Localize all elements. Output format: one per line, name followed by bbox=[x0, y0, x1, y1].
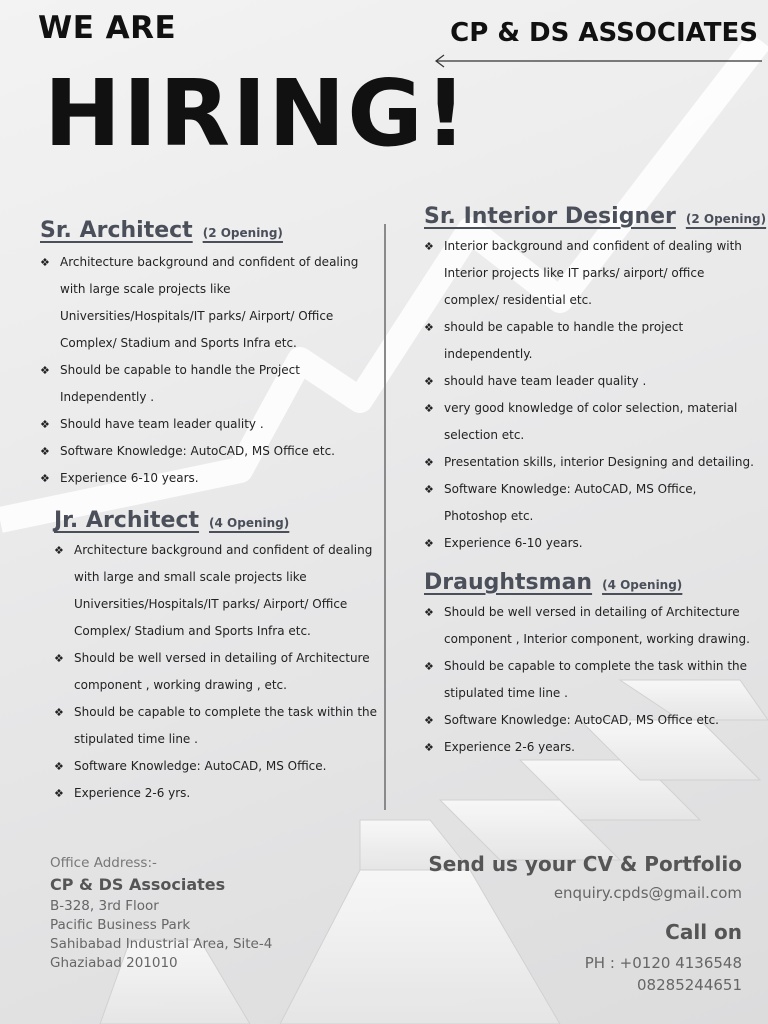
requirement-item bbox=[40, 411, 370, 438]
requirement-text: Architecture background and confident of dealing with large scale projects like Universities/Hospitals/IT parks/ Airport/ Office Complex/ Stadium and Sports Infra etc. bbox=[60, 255, 359, 350]
requirement-item bbox=[424, 395, 758, 449]
bullet-icon: ❖ bbox=[54, 544, 64, 557]
requirement-text: Should be capable to handle the Project Independently . bbox=[60, 363, 300, 404]
requirement-text: Software Knowledge: AutoCAD, MS Office, Photoshop etc. bbox=[444, 482, 697, 523]
bullet-icon: ❖ bbox=[54, 706, 64, 719]
requirement-text: Interior background and confident of dealing with Interior projects like IT parks/ airport/ office complex/ residential etc. bbox=[444, 239, 742, 307]
requirement-text: Software Knowledge: AutoCAD, MS Office etc. bbox=[60, 444, 335, 458]
section-sr-interior-designer bbox=[424, 204, 767, 557]
requirement-item bbox=[424, 314, 758, 368]
requirement-item bbox=[54, 537, 380, 645]
opening-count: (4 Opening) bbox=[602, 578, 683, 592]
requirement-item bbox=[40, 357, 370, 411]
company-name: CP & DS ASSOCIATES bbox=[450, 18, 758, 48]
bullet-icon: ❖ bbox=[424, 741, 434, 754]
requirement-item bbox=[40, 465, 370, 492]
office-company-name: CP & DS Associates bbox=[50, 875, 226, 894]
address-line: Ghaziabad 201010 bbox=[50, 955, 178, 971]
bullet-icon: ❖ bbox=[54, 787, 64, 800]
address-line: B-328, 3rd Floor bbox=[50, 898, 159, 914]
requirement-item bbox=[54, 645, 380, 699]
section-title: Sr. Interior Designer (2 Opening) bbox=[424, 204, 767, 229]
bullet-icon: ❖ bbox=[54, 652, 64, 665]
requirement-text: should have team leader quality . bbox=[444, 374, 647, 388]
requirement-text: very good knowledge of color selection, material selection etc. bbox=[444, 401, 738, 442]
requirement-text: Experience 2-6 yrs. bbox=[74, 786, 191, 800]
office-address bbox=[50, 854, 272, 973]
requirement-text: Should have team leader quality . bbox=[60, 417, 264, 431]
bullet-icon: ❖ bbox=[40, 364, 50, 377]
contact-block bbox=[428, 852, 742, 996]
requirement-text: Architecture background and confident of dealing with large and small scale projects like Universities/Hospitals/IT parks/ Airport/ Office Complex/ Stadium and Sports Infra etc. bbox=[74, 543, 373, 638]
requirement-text: Should be well versed in detailing of Architecture component , Interior component, working drawing. bbox=[444, 605, 750, 646]
bullet-icon: ❖ bbox=[424, 321, 434, 334]
call-on-heading: Call on bbox=[665, 920, 742, 944]
requirement-item bbox=[424, 449, 758, 476]
requirement-item bbox=[54, 699, 380, 753]
opening-count: (2 Opening) bbox=[685, 212, 767, 226]
bullet-icon: ❖ bbox=[424, 402, 434, 415]
bullet-icon: ❖ bbox=[424, 240, 434, 253]
bullet-icon: ❖ bbox=[424, 456, 434, 469]
requirement-item bbox=[40, 438, 370, 465]
requirement-text: Software Knowledge: AutoCAD, MS Office etc. bbox=[444, 713, 719, 727]
bullet-icon: ❖ bbox=[40, 418, 50, 431]
requirement-text: Should be capable to complete the task within the stipulated time line . bbox=[74, 705, 378, 746]
section-draughtsman bbox=[424, 570, 758, 761]
requirement-text: Presentation skills, interior Designing and detailing. bbox=[444, 455, 754, 469]
requirement-text: Experience 2-6 years. bbox=[444, 740, 575, 754]
bullet-icon: ❖ bbox=[424, 375, 434, 388]
requirement-item bbox=[54, 780, 380, 807]
bullet-icon: ❖ bbox=[424, 537, 434, 550]
bullet-icon: ❖ bbox=[40, 445, 50, 458]
bullet-icon: ❖ bbox=[424, 483, 434, 496]
requirement-item bbox=[424, 734, 758, 761]
bullet-icon: ❖ bbox=[424, 606, 434, 619]
requirement-item bbox=[424, 233, 758, 314]
requirement-item bbox=[424, 707, 758, 734]
section-title: Draughtsman (4 Opening) bbox=[424, 570, 683, 595]
section-jr-architect bbox=[54, 508, 380, 807]
arrow-left-icon bbox=[432, 54, 762, 68]
bullet-icon: ❖ bbox=[40, 256, 50, 269]
hiring-heading: HIRING! bbox=[44, 60, 469, 167]
bullet-icon: ❖ bbox=[40, 472, 50, 485]
requirements-list bbox=[40, 249, 370, 492]
office-address-label: Office Address:- bbox=[50, 855, 157, 871]
requirement-text: Software Knowledge: AutoCAD, MS Office. bbox=[74, 759, 327, 773]
phone-number[interactable]: PH : +0120 4136548 bbox=[584, 954, 742, 972]
address-line: Pacific Business Park bbox=[50, 917, 191, 933]
requirement-text: Should be capable to complete the task within the stipulated time line . bbox=[444, 659, 748, 700]
contact-email[interactable]: enquiry.cpds@gmail.com bbox=[553, 884, 742, 902]
section-title: Jr. Architect (4 Opening) bbox=[54, 508, 290, 533]
requirement-item bbox=[54, 753, 380, 780]
bullet-icon: ❖ bbox=[424, 714, 434, 727]
we-are-heading: WE ARE bbox=[38, 10, 177, 46]
address-line: Sahibabad Industrial Area, Site-4 bbox=[50, 936, 273, 952]
requirement-item bbox=[424, 653, 758, 707]
requirement-item bbox=[424, 476, 758, 530]
requirement-text: Experience 6-10 years. bbox=[60, 471, 199, 485]
section-sr-architect bbox=[40, 218, 370, 492]
requirement-item bbox=[424, 530, 758, 557]
requirement-item bbox=[40, 249, 370, 357]
requirement-text: Should be well versed in detailing of Architecture component , working drawing , etc. bbox=[74, 651, 370, 692]
opening-count: (4 Opening) bbox=[209, 516, 290, 530]
section-title: Sr. Architect (2 Opening) bbox=[40, 218, 283, 243]
column-divider bbox=[384, 224, 386, 810]
requirement-text: Experience 6-10 years. bbox=[444, 536, 583, 550]
requirements-list bbox=[424, 599, 758, 761]
phone-number[interactable]: 08285244651 bbox=[637, 976, 742, 994]
requirements-list bbox=[54, 537, 380, 807]
send-cv-heading: Send us your CV & Portfolio bbox=[428, 852, 742, 876]
requirement-item bbox=[424, 599, 758, 653]
opening-count: (2 Opening) bbox=[202, 226, 283, 240]
requirement-item bbox=[424, 368, 758, 395]
bullet-icon: ❖ bbox=[54, 760, 64, 773]
bullet-icon: ❖ bbox=[424, 660, 434, 673]
requirements-list bbox=[424, 233, 758, 557]
requirement-text: should be capable to handle the project independently. bbox=[444, 320, 684, 361]
